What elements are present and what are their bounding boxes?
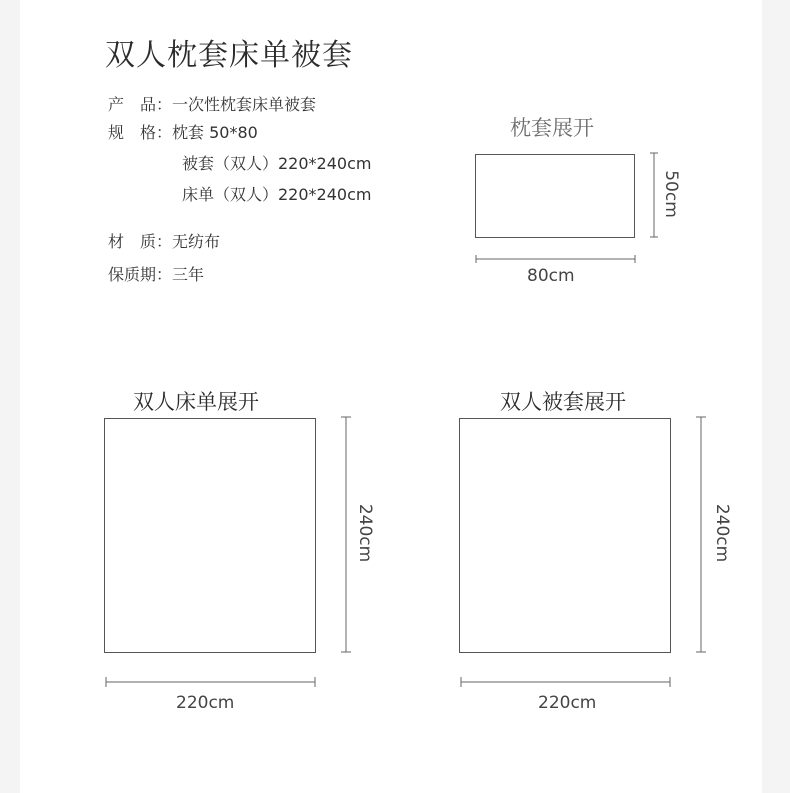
spec-size-label: 规 格： xyxy=(108,123,173,142)
spec-size-quilt: 被套（双人）220*240cm xyxy=(182,154,372,173)
spec-shelf-value: 三年 xyxy=(172,265,205,284)
spec-product-label: 产 品： xyxy=(108,95,173,114)
quilt-height: 240cm xyxy=(712,503,732,563)
pillow-width: 80cm xyxy=(527,266,575,286)
bedsheet-width: 220cm xyxy=(176,693,235,713)
pillow-label: 枕套展开 xyxy=(510,116,594,140)
spec-material-label: 材 质： xyxy=(108,232,173,251)
pillow-height: 50cm xyxy=(661,170,681,218)
bedsheet-height: 240cm xyxy=(355,503,375,563)
quilt-width: 220cm xyxy=(538,693,597,713)
spec-size-sheet: 床单（双人）220*240cm xyxy=(182,185,372,204)
bedsheet-label: 双人床单展开 xyxy=(133,390,259,414)
spec-product-value: 一次性枕套床单被套 xyxy=(172,95,317,114)
page-title: 双人枕套床单被套 xyxy=(105,38,353,73)
spec-shelf-label: 保质期： xyxy=(108,265,173,284)
spec-material-value: 无纺布 xyxy=(172,232,221,251)
spec-size-pillow: 枕套 50*80 xyxy=(172,123,258,142)
quilt-label: 双人被套展开 xyxy=(500,390,626,414)
